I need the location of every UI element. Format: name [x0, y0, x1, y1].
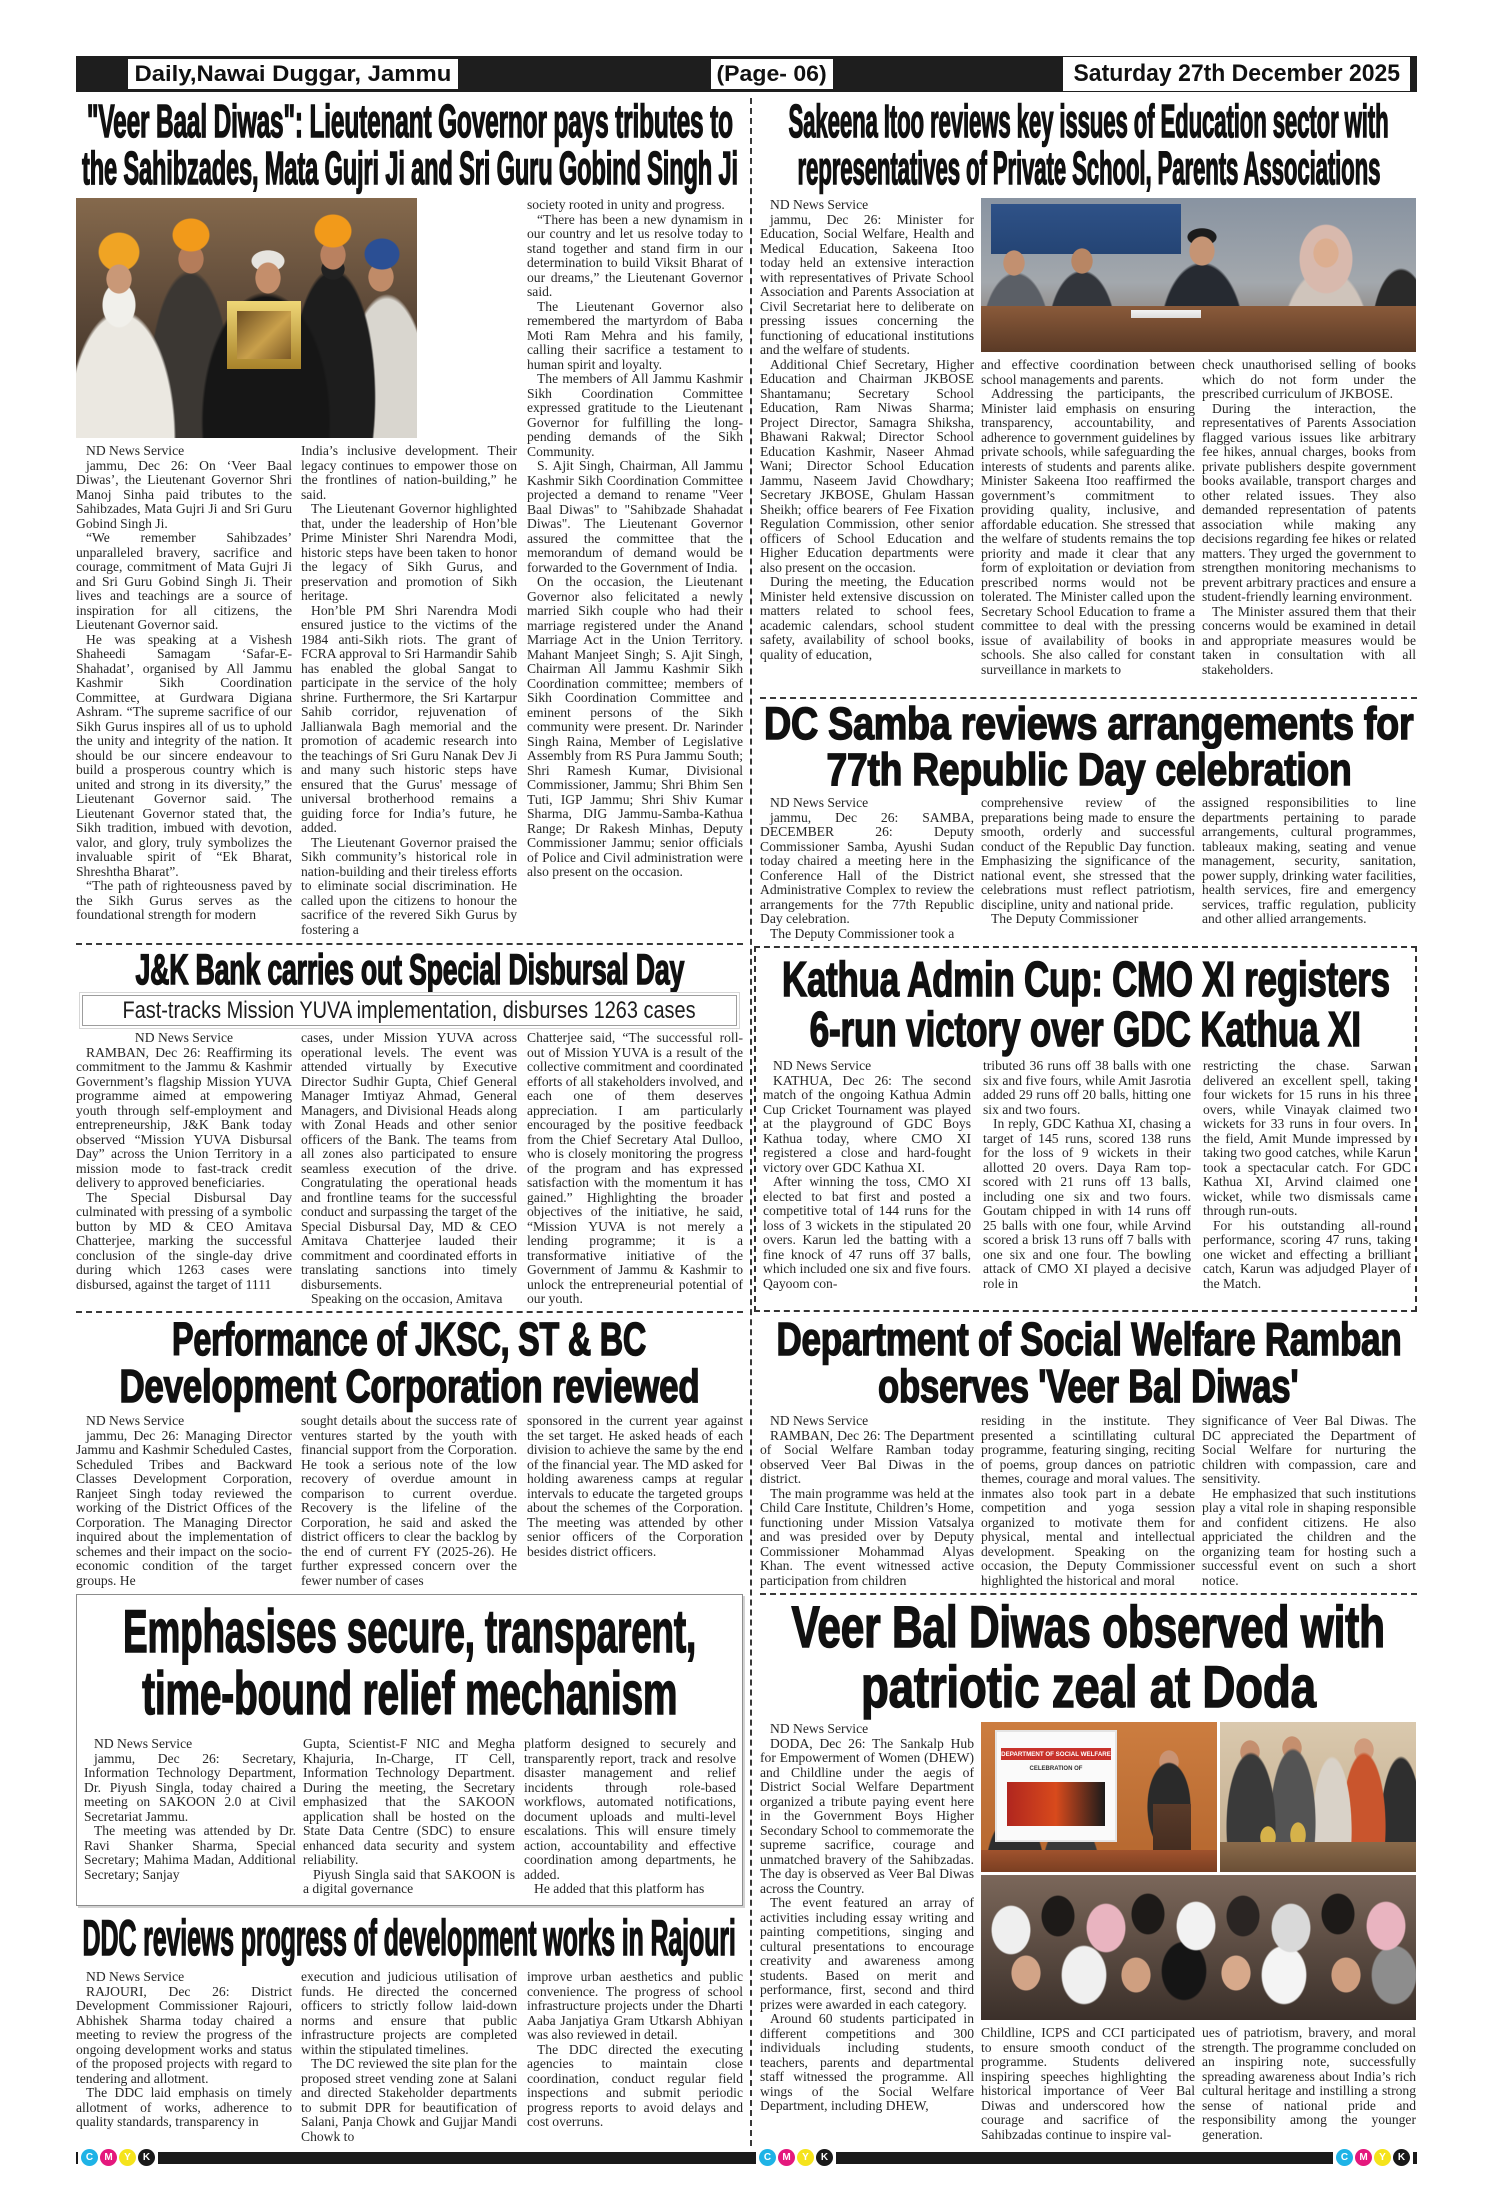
article-column [301, 1970, 517, 2144]
article-column [303, 1737, 515, 1897]
byline: ND News Service [770, 1414, 869, 1428]
paragraph: “We remember Sahibzades’ unparalleled bravery, sacrifice and courage, commitment of Mata Gujri Ji and Sri Guru Gobind Singh Ji. Their lives and teachings are a source of inspiration for all citizens, the Lieutenant Governor said. [76, 530, 292, 632]
paragraph: ues of patriotism, bravery, and moral strength. The programme concluded on an inspiring note, successfully spreading awareness about India’s rich cultural heritage and instilling a strong sense of national pride and responsibility among the younger generation. [1202, 2026, 1416, 2142]
article-column [527, 1031, 743, 1307]
banner-graphic [1007, 1782, 1105, 1826]
article-column [760, 1414, 974, 1588]
article-column [763, 1059, 971, 1306]
paragraph: platform designed to securely and transparently report, track and resolve disaster management and relief incidents through role-based workflows, automated notifications, document uploads and multi-level escalations. This will ensure timely action, accountability and effective coordination among departments, he added. [524, 1737, 736, 1882]
paragraph: tributed 36 runs off 38 balls with one six and five fours, while Amit Jasrotia added 29 runs off 20 balls, hitting one six and two fours. [983, 1059, 1191, 1117]
byline: ND News Service [773, 1059, 872, 1073]
headline-text: the Sahibzades, Mata Gujri Ji and Sri Guru Gobind Singh Ji [81, 142, 738, 194]
headline-text: Department of Social Welfare Ramban [776, 1313, 1401, 1365]
article-column [760, 796, 974, 941]
headline-text: 6-run victory over GDC Kathua XI [809, 1003, 1362, 1057]
headline-line [76, 1313, 743, 1365]
headline-line [756, 955, 1415, 1005]
photo-panel-stage [981, 1722, 1217, 1872]
paragraph: Hon’ble PM Shri Narendra Modi ensured justice to the victims of the 1984 anti-Sikh riots. The grant of FCRA approval to Sri Harmandir Sahib has enabled the global Sangat to participate in the service of the holy shrine. Furthermore, the Sri Kartarpur Sahib corridor, rejuvenation of Jallianwala Bagh memorial and the promotion of academic research into the teachings of Sri Guru Nanak Dev Ji and many such historic steps have ensured that the Gurus' message of universal brotherhood remains a guiding force for India’s future, he added. [301, 602, 517, 835]
paragraph: RAMBAN, Dec 26: The Department of Social Welfare Ramban today observed Veer Bal Diwas in the district. [760, 1427, 974, 1486]
paragraph: The DDC directed the executing agencies to maintain close coordination, conduct regular field inspections and submit periodic progress reports to avoid delays and cost overruns. [527, 2041, 743, 2129]
paragraph: He emphasized that such institutions play a vital role in shaping responsible and confident citizens. He also appriciated the children and the organizing team for hosting such a successful event on such a short notice. [1202, 1485, 1416, 1588]
paragraph: After winning the toss, CMO XI elected to bat first and posted a competitive total of 144 runs for the loss of 3 wickets in the stipulated 20 overs. Karun led the batting with a fine knock of 47 runs off 37 balls, which included one six and five fours. Qayoom con- [763, 1174, 971, 1291]
paragraph: Chatterjee said, “The successful roll-out of Mission YUVA is a result of the collective commitment and coordinated efforts of all stakeholders involved, and each one of them deserves appreciation. I am particularly encouraged by the positive feedback from the Chief Secretary Atal Dulloo, who is closely monitoring the progress of the program and has expressed satisfaction with the momentum it has gained.” Highlighting the broader objectives of the initiative, he said, “Mission YUVA is not merely a lending programme; it is a transformative initiative of the Government of Jammu & Kashmir to unlock the entrepreneurial potential of our youth. [527, 1031, 743, 1306]
byline: ND News Service [86, 1414, 185, 1428]
article-column [760, 1722, 974, 2144]
black-registration-mark: K [138, 2149, 155, 2166]
article-column [1202, 1414, 1416, 1588]
article-column [76, 1970, 292, 2144]
yellow-registration-mark: Y [1374, 2149, 1391, 2166]
headline-line [78, 1598, 741, 1665]
paragraph: restricting the chase. Sarwan delivered an excellent spell, taking four wickets for 15 runs in his three overs, while Vinayak claimed two wickets for 33 runs in four overs. In the field, Amit Munde impressed by taking two good catches, while Karun took a spectacular catch. For GDC Kathua XI, Arvind claimed one wicket, while two dismissals came through run-outs. [1203, 1059, 1411, 1218]
paragraph: The Lieutenant Governor highlighted that, under the leadership of Hon’ble Prime Minister Shri Narendra Modi, historic steps have been taken to honor the legacy of Sikh Gurus, and preservation and promotion of Sikh heritage. [301, 501, 517, 603]
headline-text: patriotic zeal at Doda [861, 1655, 1316, 1720]
paragraph: In reply, GDC Kathua XI, chasing a target of 145 runs, scored 138 runs for the loss of 9 wickets in their allotted 20 overs. Daya Ram top-scored with 21 runs off 13 balls, including one six and two fours. Goutam chipped in with 14 runs off 25 balls with one four, while Arvind scored a brisk 13 runs off 7 balls with one six and one four. The bowling attack of CMO XI played a decisive role in [983, 1116, 1191, 1291]
article-column [1202, 358, 1416, 692]
paragraph: Addressing the participants, the Minister laid emphasis on ensuring transparency, accountability, and adherence to government guidelines by private schools, while safeguarding the interests of students and parents alike. Minister Sakeena Itoo reaffirmed the government’s commitment to providing quality, inclusive, and affordable education. She stressed that the welfare of students remains the top priority and made it clear that any form of exploitation or deviation from prescribed norms would not be tolerated. The Minister called upon the Secretary School Education to frame a committee to deal with the pressing issue of availability of books in schools. She also called for constant surveillance in markets to [981, 386, 1195, 677]
cyan-registration-mark: C [81, 2149, 98, 2166]
divider [76, 943, 743, 945]
paragraph: significance of Veer Bal Diwas. The DC appreciated the Department of Social Welfare for nurturing the children with compassion, care and sensitivity. [1202, 1414, 1416, 1486]
article-column [527, 198, 743, 938]
paragraph: The Special Disbursal Day culminated with pressing of a symbolic button by MD & CEO Amitava Chatterjee, marking the successful conclusion of the single-day drive during which 1263 cases were disbursed, against the target of 1111 [76, 1189, 292, 1292]
paragraph: RAJOURI, Dec 26: District Development Commissioner Rajouri, Abhishek Sharma today chaired a meeting to review the progress of the ongoing development works and status of the proposed projects with regard to tendering and allotment. [76, 1983, 292, 2086]
photo-education-meeting [981, 198, 1416, 352]
yellow-registration-mark: Y [797, 2149, 814, 2166]
headline-line [78, 1660, 741, 1727]
headline-text: Sakeena Itoo reviews key issues of Education sector with [788, 95, 1389, 147]
yellow-registration-mark: Y [119, 2149, 136, 2166]
registration-marks-right [1333, 2149, 1413, 2166]
headline-line [76, 1360, 743, 1412]
issue-date-box [1063, 57, 1410, 91]
paragraph: sponsored in the current year against the set target. He asked heads of each division to achieve the same by the end of the financial year. The MD asked for holding awareness camps at regular intervals to educate the targeted groups about the schemes of the Corporation. The meeting was attended by other senior officers of the Corporation besides district officers. [527, 1414, 743, 1559]
paragraph: For his outstanding all-round performance, scoring 47 runs, taking one wicket and effecting a brilliant catch, Karun was adjudged Player of the Match. [1203, 1217, 1411, 1291]
headline-text: J&K Bank carries out Special Disbursal Day [135, 946, 684, 994]
headline-text: Veer Bal Diwas observed with [791, 1595, 1386, 1660]
article-column [301, 1031, 517, 1307]
paragraph: assigned responsibilities to line departments pertaining to parade arrangements, cultural programmes, tableaux making, seating and venue management, security, sanitation, power supply, drinking water facilities, health services, fire and emergency services, traffic regulation, publicity and other allied arrangements. [1202, 796, 1416, 926]
paragraph: jammu, Dec 26: SAMBA, DECEMBER 26: Deputy Commissioner Samba, Ayushi Sudan today chaired a meeting here in the Conference Hall of the District Administrative Complex to review the arrangements for the 77th Republic Day celebration. [760, 809, 974, 926]
paragraph: cases, under Mission YUVA across operational levels. The event was attended virtually by Executive Director Sudhir Gupta, Chief General Manager Imtiyaz Ahmad, General Managers, and Divisional Heads along with Zonal Heads and other senior officers of the Bank. The teams from all zones also participated to ensure seamless execution of the drive. Congratulating the operational heads and frontline teams for the successful conduct and surpassing the target of the Special Disbursal Day, MD & CEO Amitava Chatterjee lauded their commitment and coordinated efforts in translating sanctions into timely disbursements. [301, 1031, 517, 1292]
headline-text: Development Corporation reviewed [119, 1360, 700, 1412]
headline-line [76, 95, 743, 147]
paragraph: Piyush Singla said that SAKOON is a digital governance [303, 1866, 515, 1896]
column-divider-vertical [750, 98, 752, 2146]
banner-text: CELEBRATION OF [1029, 1766, 1083, 1772]
event-banner [995, 1730, 1117, 1842]
page-number: (Page- 06) [716, 61, 828, 86]
paragraph: sought details about the success rate of ventures started by the youth with financial support from the Corporation. He took a serious note of the low recovery of overdue amount in comparison to current overdue. Recovery is the lifeline of the Corporation, he said and asked the district officers to clear the backlog by the end of current FY (2025-26). He further expressed concern over the fewer number of cases [301, 1414, 517, 1588]
headline-line [760, 1360, 1417, 1412]
registration-marks-left [78, 2149, 158, 2166]
paragraph: The meeting was attended by Dr. Ravi Shanker Sharma, Special Secretary; Mahima Madan, Additional Secretary; Sanjay [84, 1823, 296, 1882]
bottom-bar [76, 2152, 1417, 2164]
paragraph: DODA, Dec 26: The Sankalp Hub for Empowerment of Women (DHEW) and Childline under the aegis of District Social Welfare Department organized a tribute paying event here in the Government Boys Higher Secondary School to commemorate the supreme sacrifice, courage and unmatched bravery of the Sahibzadas. The day is observed as Veer Bal Diwas across the Country. [760, 1735, 974, 1896]
paragraph: comprehensive review of the preparations being made to ensure the smooth, orderly and successful conduct of the Republic Day function. Emphasizing the significance of the national event, she stressed that the celebrations must reflect patriotism, discipline, unity and national pride. [981, 796, 1195, 912]
headline-line [76, 142, 743, 194]
paragraph: KATHUA, Dec 26: The second match of the ongoing Kathua Admin Cup Cricket Tournament was played at the playground of GDC Boys Kathua today, where CMO XI registered a close and hard-fought victory over GDC Kathua XI. [763, 1072, 971, 1175]
subheadline-box [82, 995, 737, 1026]
article-column [1202, 2026, 1416, 2144]
paragraph: He added that this platform has [534, 1881, 705, 1896]
cyan-registration-mark: C [1336, 2149, 1353, 2166]
paragraph: “There has been a new dynamism in our country and let us resolve today to stand together and stand firm in our determination to build Viksit Bharat of our dreams,” the Lieutenant Governor said. [527, 211, 743, 299]
paragraph: During the meeting, the Education Minister held extensive discussion on matters related to school fees, academic calendars, school student safety, availability of school books, quality of education, [760, 574, 974, 662]
paragraph: Gupta, Scientist-F NIC and Megha Khajuria, In-Charge, IT Cell, Information Technology Department. During the meeting, the Secretary emphasized that the SAKOON application shall be hosted on the State Data Centre (SDC) to ensure enhanced data security and system reliability. [303, 1737, 515, 1867]
article-column [76, 444, 292, 938]
headline-line [760, 1655, 1417, 1720]
paragraph: Childline, ICPS and CCI participated to ensure smooth conduct of the programme. Students delivered inspiring speeches highlighting the historical importance of Veer Bal Diwas and underscored how the courage and sacrifice of the Sahibzadas continue to inspire val- [981, 2026, 1195, 2142]
photo-lieutenant-governor-felicitation [76, 198, 417, 438]
article-column [76, 1414, 292, 1588]
paragraph: The Deputy Commissioner [991, 911, 1139, 926]
paragraph: Around 60 students participated in different competitions and 300 individuals including students, teachers, parents and departmental staff witnessed the programme. All wings of the Social Welfare Department, including DHEW, [760, 2011, 974, 2113]
byline: ND News Service [770, 198, 869, 212]
page-number-box [711, 59, 833, 89]
headline-line [760, 1595, 1417, 1660]
paragraph: The event featured an array of activities including essay writing and painting competitions, singing and cultural presentations to encourage creativity and awareness among students. Based on merit and performance, first, second and third prizes were awarded in each category. [760, 1895, 974, 2012]
paragraph: “The path of righteousness paved by the Sikh Gurus serves as the foundational strength for modern [76, 878, 292, 922]
magenta-registration-mark: M [778, 2149, 795, 2166]
paragraph: The Lieutenant Governor praised the Sikh community’s historical role in nation-building and their tireless efforts to eliminate social discrimination. He called upon the citizens to honour the sacrifice of the revered Sikh Gurus by fostering a [301, 834, 517, 937]
paragraph: check unauthorised selling of books which do not form under the prescribed curriculum of JKBOSE. [1202, 358, 1416, 401]
paragraph: Additional Chief Secretary, Higher Education and Chairman JKBOSE Shantamanu; Secretary School Education, Ram Niwas Sharma; Project Director, Samagra Shiksha, Bhawani Rakwal; Director School Education Kashmir, Naseer Ahmad Wani; Director School Education Jammu, Naseem Javid Chowdhary; Secretary JKBOSE, Ghulam Hassan Sheikh; office bearers of Fee Fixation Regulation Commission, other senior officers of School Education and Higher Education departments were also present on the occasion. [760, 356, 974, 575]
photo-panel-audience [981, 1875, 1416, 2020]
paragraph: RAMBAN, Dec 26: Reaffirming its commitment to the Jammu & Kashmir Government’s flagship Mission YUVA programme aimed at empowering youth through self-employment and entrepreneurship, J&K Bank today observed “Mission YUVA Disbursal Day” across the Union Territory in a mission mode to fast-track credit delivery to approved beneficiaries. [76, 1044, 292, 1190]
paragraph: The Minister assured them that their concerns would be examined in detail and appropriate measures would be taken in consultation with all stakeholders. [1202, 603, 1416, 677]
paragraph: jammu, Dec 26: Managing Director Jammu and Kashmir Scheduled Castes, Scheduled Tribes and Backward Classes Development Corporation, Ranjeet Singh today reviewed the working of the District Offices of the Corporation. The Managing Director inquired about the implementation of schemes and their impact on the socio-economic condition of the target groups. He [76, 1427, 292, 1588]
photo-doda-veer-bal-diwas-collage [981, 1722, 1416, 2020]
article-column [981, 796, 1195, 941]
magenta-registration-mark: M [1355, 2149, 1372, 2166]
paragraph: execution and judicious utilisation of funds. He directed the concerned officers to strictly follow laid-down norms and ensure that public infrastructure projects are completed within the stipulated timelines. [301, 1970, 517, 2057]
paragraph: He was speaking at a Vishesh Shaheedi Samagam ‘Safar-E-Shahadat’, organised by All Jammu Kashmir Sikh Coordination Committee, at Gurdwara Digiana Ashram. “The supreme sacrifice of our Sikh Gurus inspires all of us to uphold the unity and integrity of the nation. It should be our sincere endeavour to build a prosperous country which is united and strong in its diversity,” the Lieutenant Governor said. The Lieutenant Governor stated that, the Sikh tradition, imbued with devotion, valor, and glory, truly symbolizes the invaluable spirit of “Ek Bharat, Shreshtha Bharat”. [76, 631, 292, 879]
paragraph: jammu, Dec 26: Minister for Education, Social Welfare, Health and Medical Education, Sakeena Itoo today held an extensive interaction with representatives of Private School Association and Parents Association at Civil Secretariat here to deliberate on pressing issues concerning the functioning of educational institutions and the welfare of students. [760, 211, 974, 357]
article-column [527, 1414, 743, 1588]
paragraph: society rooted in unity and progress. [527, 198, 725, 212]
paragraph: India’s inclusive development. Their legacy continues to empower those on the frontlines of nation-building,” he said. [301, 444, 517, 502]
article-column [301, 444, 517, 938]
byline: ND News Service [86, 1970, 185, 1984]
byline: ND News Service [770, 1722, 869, 1736]
headline-line [76, 948, 743, 992]
byline: ND News Service [86, 444, 185, 458]
paragraph: The DDC laid emphasis on timely allotment of works, adherence to quality standards, transparency in [76, 2085, 292, 2129]
headline-line [76, 1912, 743, 1964]
headline-text: 77th Republic Day celebration [825, 744, 1351, 795]
headline-text: Emphasises secure, transparent, [122, 1598, 697, 1665]
subheadline: Fast-tracks Mission YUVA implementation, disburses 1263 cases [122, 996, 697, 1024]
headline-text: Performance of JKSC, ST & BC [172, 1313, 647, 1365]
headline-text: observes 'Veer Bal Diwas' [878, 1360, 1299, 1412]
article-column [301, 1414, 517, 1588]
headline-text: "Veer Baal Diwas": Lieutenant Governor pays tributes to [86, 95, 733, 147]
paragraph: During the interaction, the representatives of Parents Association flagged various issues like arbitrary fee hikes, annual charges, books from private publishers despite government books available, transport charges and other related issues. They also demanded representation of patents association while making any decisions regarding fee hikes or related matters. They urged the government to strengthen monitoring mechanisms to prevent arbitrary practices and ensure a student-friendly learning environment. [1202, 400, 1416, 604]
article-column [524, 1737, 736, 1897]
article-column [983, 1059, 1191, 1306]
headline-text: representatives of Private School, Parents Associations [797, 142, 1380, 194]
headline-line [760, 1313, 1417, 1365]
article-column [84, 1737, 296, 1897]
byline: ND News Service [770, 796, 869, 810]
black-registration-mark: K [816, 2149, 833, 2166]
byline: ND News Service [94, 1737, 193, 1751]
article-column [1202, 796, 1416, 941]
headline-text: time-bound relief mechanism [141, 1660, 678, 1727]
headline-line [760, 698, 1417, 749]
article-column [981, 358, 1195, 692]
headline-line [760, 142, 1417, 194]
registration-marks-center [756, 2149, 836, 2166]
paragraph: On the occasion, the Lieutenant Governor also felicitated a newly married Sikh couple who had their marriage registered under the Anand Marriage Act in the Union Territory. Mahant Manjeet Singh; S. Ajit Singh, Chairman All Jammu Kashmir Sikh Coordination committee; members of Sikh Coordination Committee and eminent persons of the Sikh community were present. Dr. Narinder Singh Raina, Member of Legislative Assembly from RS Pura Jammu South; Shri Ramesh Kumar, Divisional Commissioner, Jammu; Shri Bhim Sen Tuti, IGP Jammu; Shri Shiv Kumar Sharma, DIG Jammu-Samba-Kathua Range; Dr Rakesh Minhas, Deputy Commissioner Jammu; senior officials of Police and Civil administration were also present on the occasion. [527, 574, 743, 879]
publication-name-box [128, 59, 458, 89]
paragraph: jammu, Dec 26: On ‘Veer Baal Diwas’, the Lieutenant Governor Shri Manoj Sinha paid tributes to the Sahibzades, Mata Gujri Ji and Sri Guru Gobind Singh Ji. [76, 457, 292, 531]
article-column [76, 1031, 292, 1307]
issue-date: Saturday 27th December 2025 [1073, 60, 1400, 87]
cyan-registration-mark: C [759, 2149, 776, 2166]
photo-panel-guests [1220, 1722, 1416, 1872]
paragraph: The Deputy Commissioner took a [770, 925, 955, 941]
paragraph: jammu, Dec 26: Secretary, Information Technology Department, Dr. Piyush Singla, today chaired a meeting on SAKOON 2.0 at Civil Secretariat Jammu. [84, 1750, 296, 1824]
paragraph: The Lieutenant Governor also remembered the martyrdom of Baba Moti Ram Mehra and his family, calling their sacrifice a testament to human spirit and loyalty. [527, 298, 743, 372]
paragraph: The main programme was held at the Child Care Institute, Children’s Home, functioning under Mission Vatsalya and was presided over by Deputy Commissioner Mohammad Alyas Khan. The event witnessed active participation from children [760, 1485, 974, 1588]
paragraph: residing in the institute. They presented a scintillating cultural programme, featuring singing, reciting of poems, group dances on patriotic themes, courage and moral values. The inmates also took part in a debate competition and yoga session organized to motivate them for physical, mental and intellectual development. Speaking on the occasion, the Deputy Commissioner highlighted the historical and moral [981, 1414, 1195, 1588]
byline: ND News Service [134, 1031, 234, 1045]
article-column [981, 2026, 1195, 2144]
headline-text: DC Samba reviews arrangements for [763, 698, 1414, 749]
magenta-registration-mark: M [100, 2149, 117, 2166]
paragraph: improve urban aesthetics and public convenience. The progress of school infrastructure projects under the Dharti Aaba Janjatiya Gram Utkarsh Abhiyan was also reviewed in detail. [527, 1970, 743, 2042]
paragraph: and effective coordination between school managements and parents. [981, 358, 1195, 387]
headline-line [756, 1005, 1415, 1055]
banner-text: DEPARTMENT OF SOCIAL WELFARE [1001, 1748, 1111, 1760]
publication-name: Daily,Nawai Duggar, Jammu [134, 61, 452, 86]
headline-line [760, 95, 1417, 147]
headline-text: DDC reviews progress of development works in Rajouri [82, 1910, 737, 1966]
black-registration-mark: K [1393, 2149, 1410, 2166]
article-column [981, 1414, 1195, 1588]
headline-line [760, 744, 1417, 795]
headline-text: Kathua Admin Cup: CMO XI registers [781, 953, 1390, 1007]
paragraph: The DC reviewed the site plan for the proposed street vending zone at Salani and directed Stakeholder departments to submit DPR for beautification of Salani, Panja Chowk and Gujjar Mandi Chowk to [301, 2056, 517, 2144]
article-column [1203, 1059, 1411, 1306]
article-column [527, 1970, 743, 2144]
paragraph: The members of All Jammu Kashmir Sikh Coordination Committee expressed gratitude to the Lieutenant Governor for fulfilling the long-pending demands of the Sikh Community. [527, 371, 743, 459]
paragraph: Speaking on the occasion, Amitava [311, 1291, 503, 1306]
paragraph: S. Ajit Singh, Chairman, All Jammu Kashmir Sikh Coordination Committee projected a demand to rename "Veer Baal Diwas" to "Sahibzade Shahadat Diwas". The Lieutenant Governor assured the committee that the memorandum of demand would be forwarded to the Government of India. [527, 458, 743, 575]
article-column [760, 198, 974, 692]
